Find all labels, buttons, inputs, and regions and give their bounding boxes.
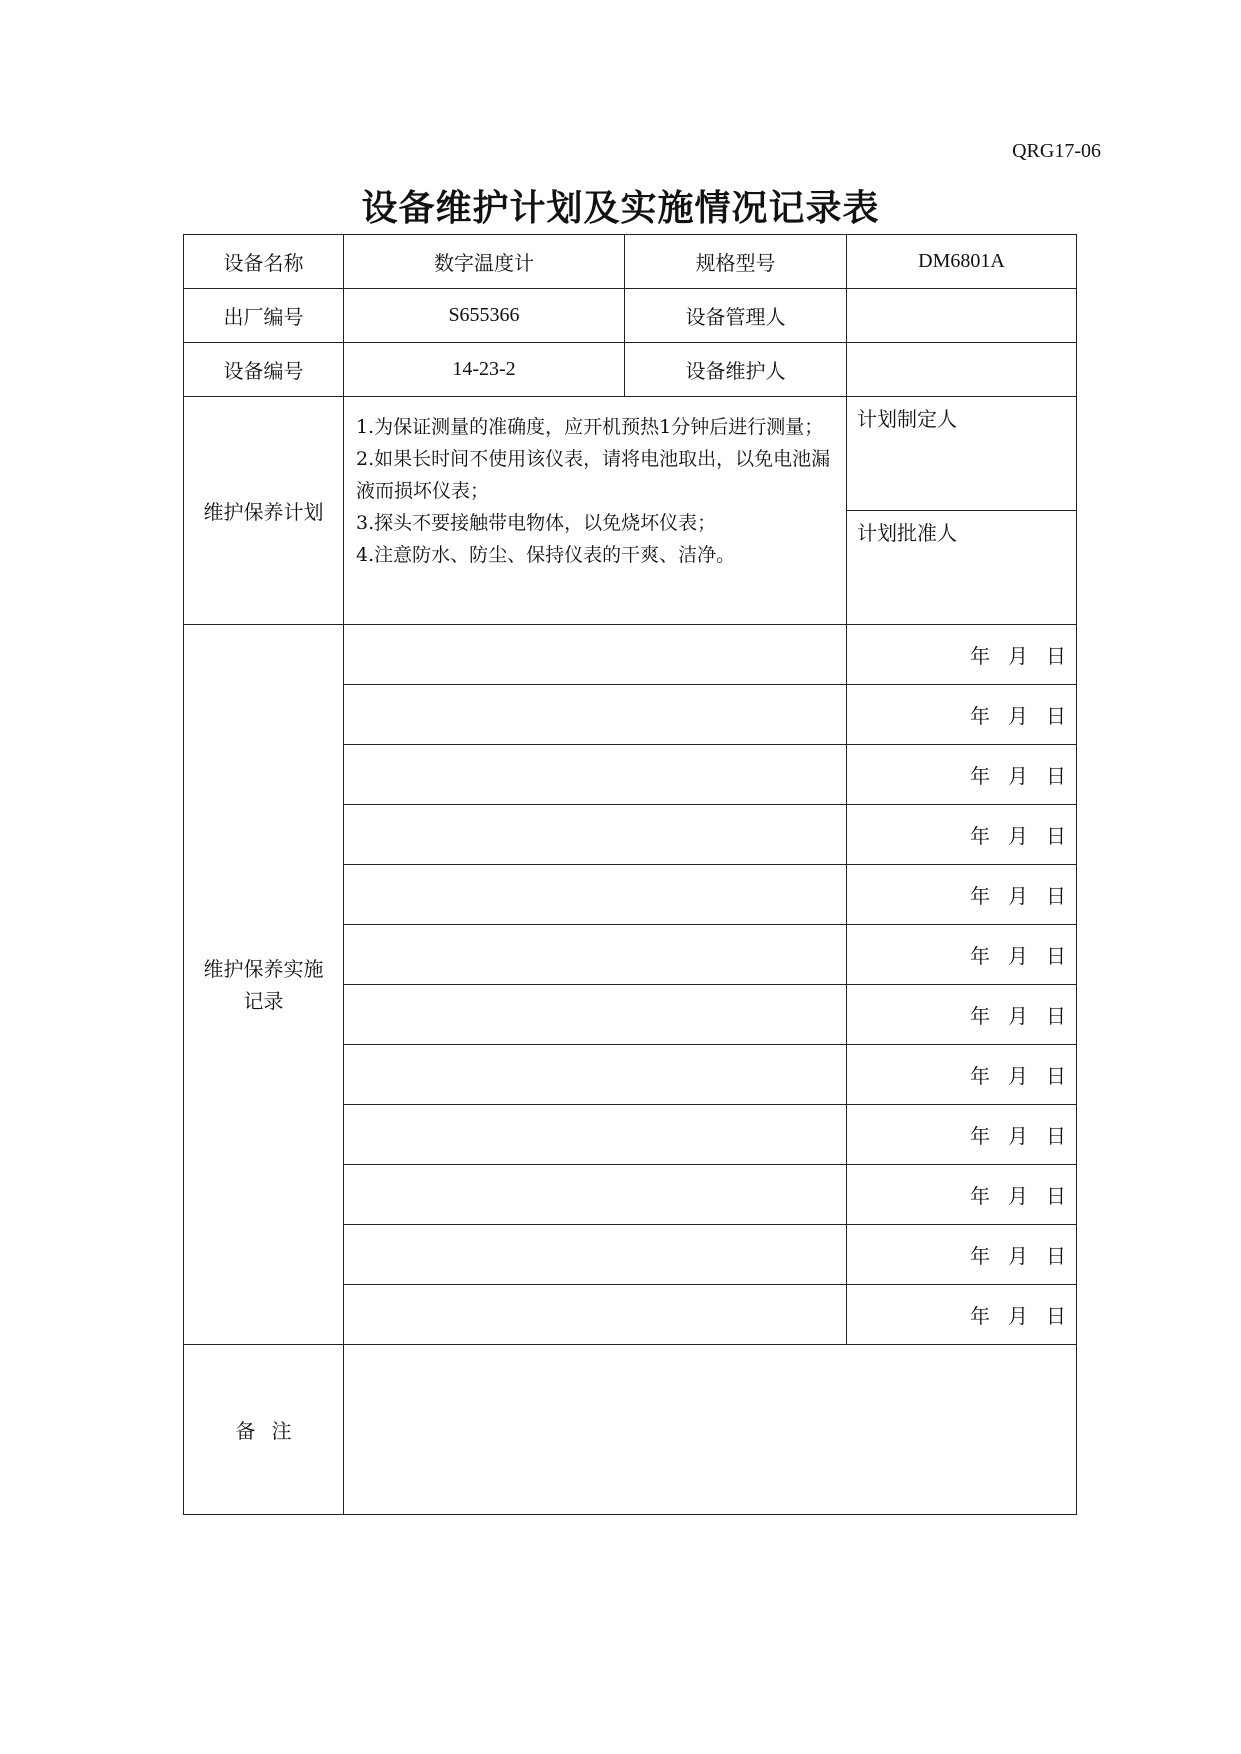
record-date[interactable]: 年 月 日 — [847, 685, 1077, 745]
record-date[interactable]: 年 月 日 — [847, 925, 1077, 985]
document-code: QRG17-06 — [1012, 140, 1101, 162]
equipment-id-label: 设备编号 — [184, 343, 344, 397]
remarks-label: 备 注 — [184, 1345, 344, 1515]
model-value[interactable]: DM6801A — [847, 235, 1077, 289]
plan-line-2: 2.如果长时间不使用该仪表，请将电池取出，以免电池漏液而损坏仪表； — [356, 448, 831, 502]
maintainer-value[interactable] — [847, 343, 1077, 397]
info-row-equipment-id — [184, 343, 1077, 397]
record-content[interactable] — [344, 625, 847, 685]
record-content[interactable] — [344, 925, 847, 985]
record-date[interactable]: 年 月 日 — [847, 745, 1077, 805]
maintenance-record-label: 维护保养实施 记录 — [184, 625, 344, 1345]
remarks-row — [184, 1345, 1077, 1515]
record-content[interactable] — [344, 985, 847, 1045]
plan-maker-label: 计划制定人 — [857, 407, 957, 431]
record-content[interactable] — [344, 1165, 847, 1225]
info-row-serial — [184, 289, 1077, 343]
equipment-name-value[interactable]: 数字温度计 — [344, 235, 625, 289]
maintenance-record-table — [183, 234, 1077, 1515]
record-date[interactable]: 年 月 日 — [847, 1165, 1077, 1225]
record-date[interactable]: 年 月 日 — [847, 1225, 1077, 1285]
record-date[interactable]: 年 月 日 — [847, 1045, 1077, 1105]
record-content[interactable] — [344, 1225, 847, 1285]
record-content[interactable] — [344, 1105, 847, 1165]
equipment-name-label: 设备名称 — [184, 235, 344, 289]
record-content[interactable] — [344, 1045, 847, 1105]
maintenance-plan-label: 维护保养计划 — [184, 397, 344, 625]
equipment-id-value[interactable]: 14-23-2 — [344, 343, 625, 397]
serial-number-value[interactable]: S655366 — [344, 289, 625, 343]
plan-line-1: 1.为保证测量的准确度，应开机预热1分钟后进行测量； — [356, 416, 824, 438]
model-label: 规格型号 — [625, 235, 847, 289]
plan-line-4: 4.注意防水、防尘、保持仪表的干爽、洁净。 — [356, 544, 736, 566]
record-date[interactable]: 年 月 日 — [847, 985, 1077, 1045]
maintenance-plan-content — [344, 397, 847, 625]
record-content[interactable] — [344, 1285, 847, 1345]
record-content[interactable] — [344, 745, 847, 805]
remarks-content[interactable] — [344, 1345, 1077, 1515]
equipment-manager-label: 设备管理人 — [625, 289, 847, 343]
record-date[interactable]: 年 月 日 — [847, 865, 1077, 925]
plan-row-top — [184, 397, 1077, 511]
equipment-manager-value[interactable] — [847, 289, 1077, 343]
serial-number-label: 出厂编号 — [184, 289, 344, 343]
record-date[interactable]: 年 月 日 — [847, 805, 1077, 865]
plan-line-3: 3.探头不要接触带电物体，以免烧坏仪表； — [356, 512, 717, 534]
record-content[interactable] — [344, 865, 847, 925]
document-title: 设备维护计划及实施情况记录表 — [361, 187, 880, 229]
record-row — [184, 625, 1077, 685]
plan-maker-cell[interactable] — [847, 397, 1077, 511]
record-date[interactable]: 年 月 日 — [847, 1105, 1077, 1165]
record-date[interactable]: 年 月 日 — [847, 1285, 1077, 1345]
plan-approver-label: 计划批准人 — [857, 521, 957, 545]
record-date[interactable]: 年 月 日 — [847, 625, 1077, 685]
maintainer-label: 设备维护人 — [625, 343, 847, 397]
record-content[interactable] — [344, 805, 847, 865]
plan-approver-cell[interactable] — [847, 511, 1077, 625]
info-row-equipment-name — [184, 235, 1077, 289]
record-content[interactable] — [344, 685, 847, 745]
